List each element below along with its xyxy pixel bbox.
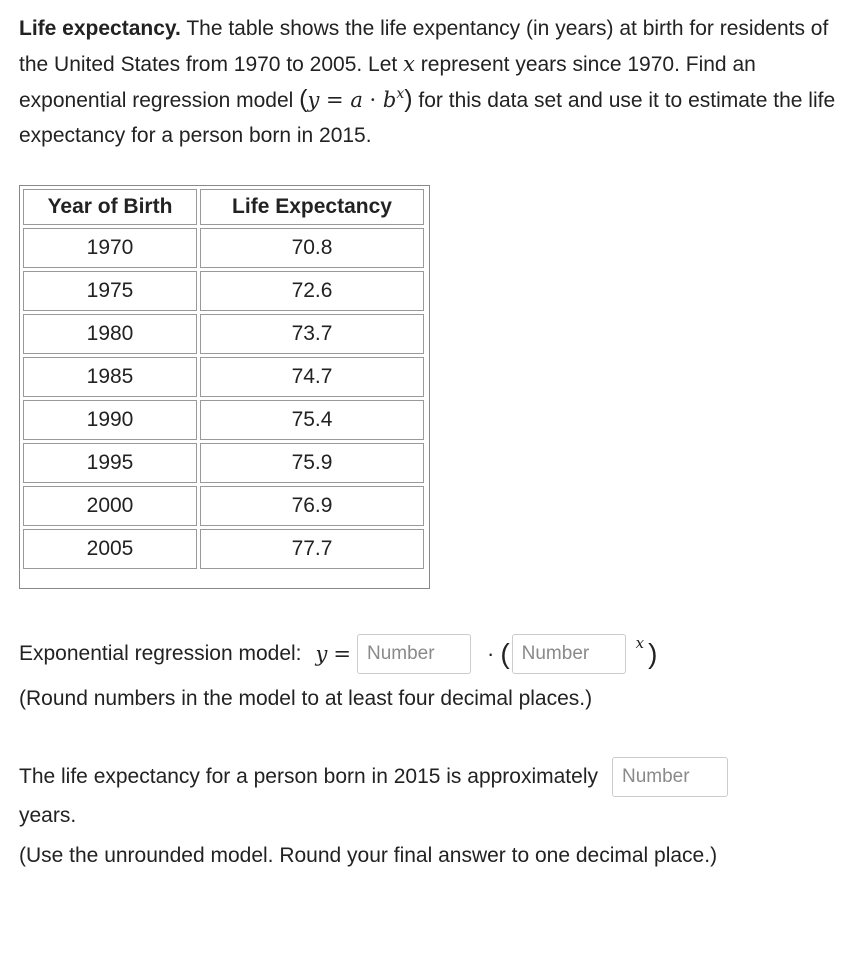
base-b-input[interactable] xyxy=(512,634,626,674)
data-table xyxy=(20,186,427,572)
model-exponent-x: x xyxy=(635,634,645,652)
cell-life-expectancy: 70.8 xyxy=(200,228,424,268)
math-var-x: x xyxy=(403,51,415,76)
life-expectancy-answer-input[interactable] xyxy=(612,757,728,797)
table-row xyxy=(23,271,424,311)
formula-a: a xyxy=(350,88,363,112)
model-label: Exponential regression model: xyxy=(19,642,302,665)
table-row xyxy=(23,529,424,569)
cell-life-expectancy: 72.6 xyxy=(200,271,424,311)
model-close-paren: ) xyxy=(648,638,658,669)
cell-life-expectancy: 77.7 xyxy=(200,529,424,569)
model-open-paren: ( xyxy=(500,638,510,669)
cell-life-expectancy: 74.7 xyxy=(200,357,424,397)
answer-unit: years. xyxy=(19,804,77,827)
problem-text-3: for this data set and use it to estimate the life expectancy for a person born in 2015. xyxy=(19,89,836,147)
table-row xyxy=(23,400,424,440)
model-equals: = xyxy=(333,642,351,666)
formula-y: y xyxy=(307,88,320,112)
formula-close-paren: ) xyxy=(404,85,413,113)
cell-year: 1985 xyxy=(23,357,197,397)
answer-rounding-note: (Use the unrounded model. Round your final answer to one decimal place.) xyxy=(19,844,718,867)
cell-year: 1970 xyxy=(23,228,197,268)
table-row xyxy=(23,314,424,354)
cell-year: 1995 xyxy=(23,443,197,483)
cell-life-expectancy: 76.9 xyxy=(200,486,424,526)
problem-statement xyxy=(19,12,849,153)
model-equation-line xyxy=(19,632,657,676)
header-life-expectancy: Life Expectancy xyxy=(200,189,424,225)
model-rounding-note: (Round numbers in the model to at least four decimal places.) xyxy=(19,687,593,710)
table-row xyxy=(23,357,424,397)
data-table-frame xyxy=(19,185,430,589)
problem-text-2: represent years since 1970. Find an exponential regression model xyxy=(19,52,756,112)
table-row xyxy=(23,443,424,483)
model-dot: · xyxy=(486,641,495,666)
formula-b: b xyxy=(382,88,397,112)
header-year-of-birth: Year of Birth xyxy=(23,189,197,225)
cell-year: 2000 xyxy=(23,486,197,526)
cell-life-expectancy: 75.9 xyxy=(200,443,424,483)
table-row xyxy=(23,228,424,268)
formula-equals: = xyxy=(319,88,351,112)
model-y: y xyxy=(315,642,328,666)
answer-label: The life expectancy for a person born in 2015 is approximately xyxy=(19,765,598,788)
formula-dot: · xyxy=(362,88,383,112)
formula-exponent: x xyxy=(396,86,405,102)
table-header-row xyxy=(23,189,424,225)
cell-year: 1990 xyxy=(23,400,197,440)
cell-year: 1975 xyxy=(23,271,197,311)
cell-life-expectancy: 73.7 xyxy=(200,314,424,354)
coefficient-a-input[interactable] xyxy=(357,634,471,674)
cell-year: 2005 xyxy=(23,529,197,569)
problem-heading: Life expectancy. xyxy=(19,17,181,40)
answer-line xyxy=(19,755,728,799)
cell-year: 1980 xyxy=(23,314,197,354)
cell-life-expectancy: 75.4 xyxy=(200,400,424,440)
table-row xyxy=(23,486,424,526)
problem-text-1: The table shows the life expentancy (in years) at birth for residents of the United States from 1970 to 2005. Let xyxy=(19,17,829,76)
formula-open-paren: ( xyxy=(299,85,308,113)
